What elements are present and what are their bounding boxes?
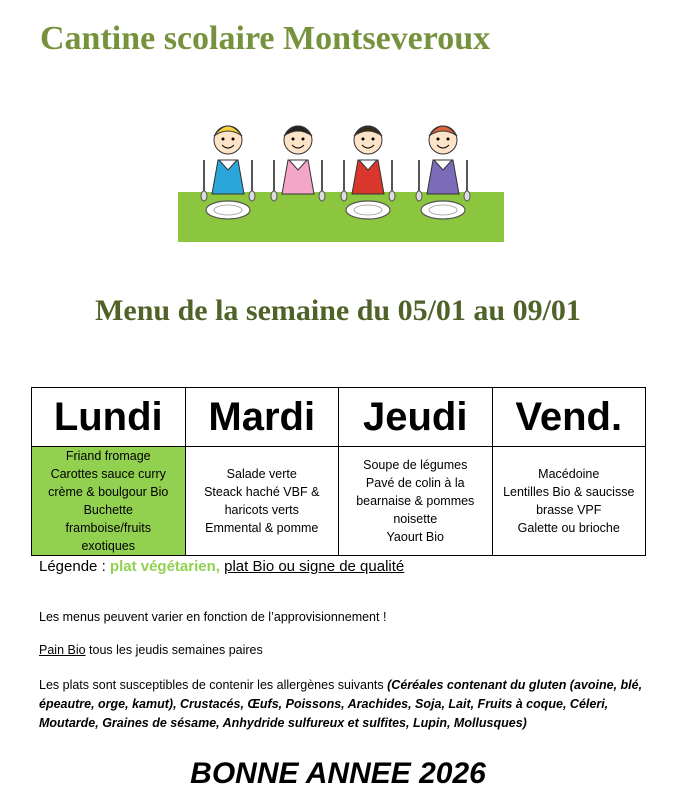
menu-cell-mardi	[185, 447, 339, 556]
menu-row	[32, 447, 646, 556]
menu-line: noisette	[393, 512, 438, 526]
menu-line: Carottes sauce curry	[50, 467, 166, 481]
menu-line: framboise/fruits	[65, 521, 151, 535]
menu-line: Pavé de colin à la	[365, 476, 465, 490]
bread-schedule: tous les jeudis semaines paires	[89, 643, 263, 657]
legend-vegetarian: plat végétarien,	[109, 558, 220, 575]
menu-line: Buchette	[83, 503, 133, 517]
week-menu-heading: Menu de la semaine du 05/01 au 09/01	[95, 294, 581, 327]
variation-note: Les menus peuvent varier en fonction de l’approvisionnement !	[39, 610, 387, 624]
footer-greeting: BONNE ANNEE 2026	[190, 757, 486, 790]
allergens-note	[39, 676, 649, 733]
menu-line: Emmental & pomme	[205, 521, 319, 535]
menu-line: Steack haché VBF &	[204, 485, 320, 499]
menu-line: bearnaise & pommes	[356, 494, 475, 508]
menu-line: Galette ou brioche	[517, 521, 620, 535]
menu-line: Friand fromage	[65, 449, 151, 463]
weekly-menu-table	[31, 387, 646, 556]
menu-cell-jeudi	[339, 447, 493, 556]
day-header: Vend.	[492, 388, 646, 447]
page-title: Cantine scolaire Montseveroux	[40, 20, 491, 57]
menu-line: Soupe de légumes	[363, 458, 468, 472]
menu-line: crème & boulgour Bio	[48, 485, 169, 499]
day-header: Jeudi	[339, 388, 493, 447]
bread-note	[39, 641, 649, 660]
menu-line: Macédoine	[538, 467, 600, 481]
days-header-row	[32, 388, 646, 447]
menu-line: haricots verts	[224, 503, 299, 517]
menu-cell-vendredi	[492, 447, 646, 556]
allergens-intro: Les plats sont susceptibles de contenir les allergènes suivants	[39, 678, 384, 692]
day-header: Mardi	[185, 388, 339, 447]
menu-line: exotiques	[81, 539, 135, 553]
legend-bio: plat Bio ou signe de qualité	[224, 558, 405, 575]
menu-line: Yaourt Bio	[386, 530, 444, 544]
menu-line: brasse VPF	[536, 503, 602, 517]
day-header: Lundi	[32, 388, 186, 447]
menu-line: Lentilles Bio & saucisse	[503, 485, 635, 499]
legend	[39, 558, 404, 575]
menu-cell-lundi	[32, 447, 186, 556]
bread-bio-label: Pain Bio	[39, 643, 86, 657]
legend-label: Légende :	[39, 558, 106, 575]
allergens-list: (Céréales contenant du gluten (avoine, blé, épeautre, orge, kamut), Crustacés, Œufs, Poissons, Arachides, Soja, Lait, Fruits à coque, Céleri, Moutarde, Graines de sésame, Anhydride sulfureux et sulfites, Lupin, Mollusques)	[39, 678, 643, 730]
children-at-table-illustration	[178, 112, 504, 242]
menu-line: Salade verte	[226, 467, 297, 481]
